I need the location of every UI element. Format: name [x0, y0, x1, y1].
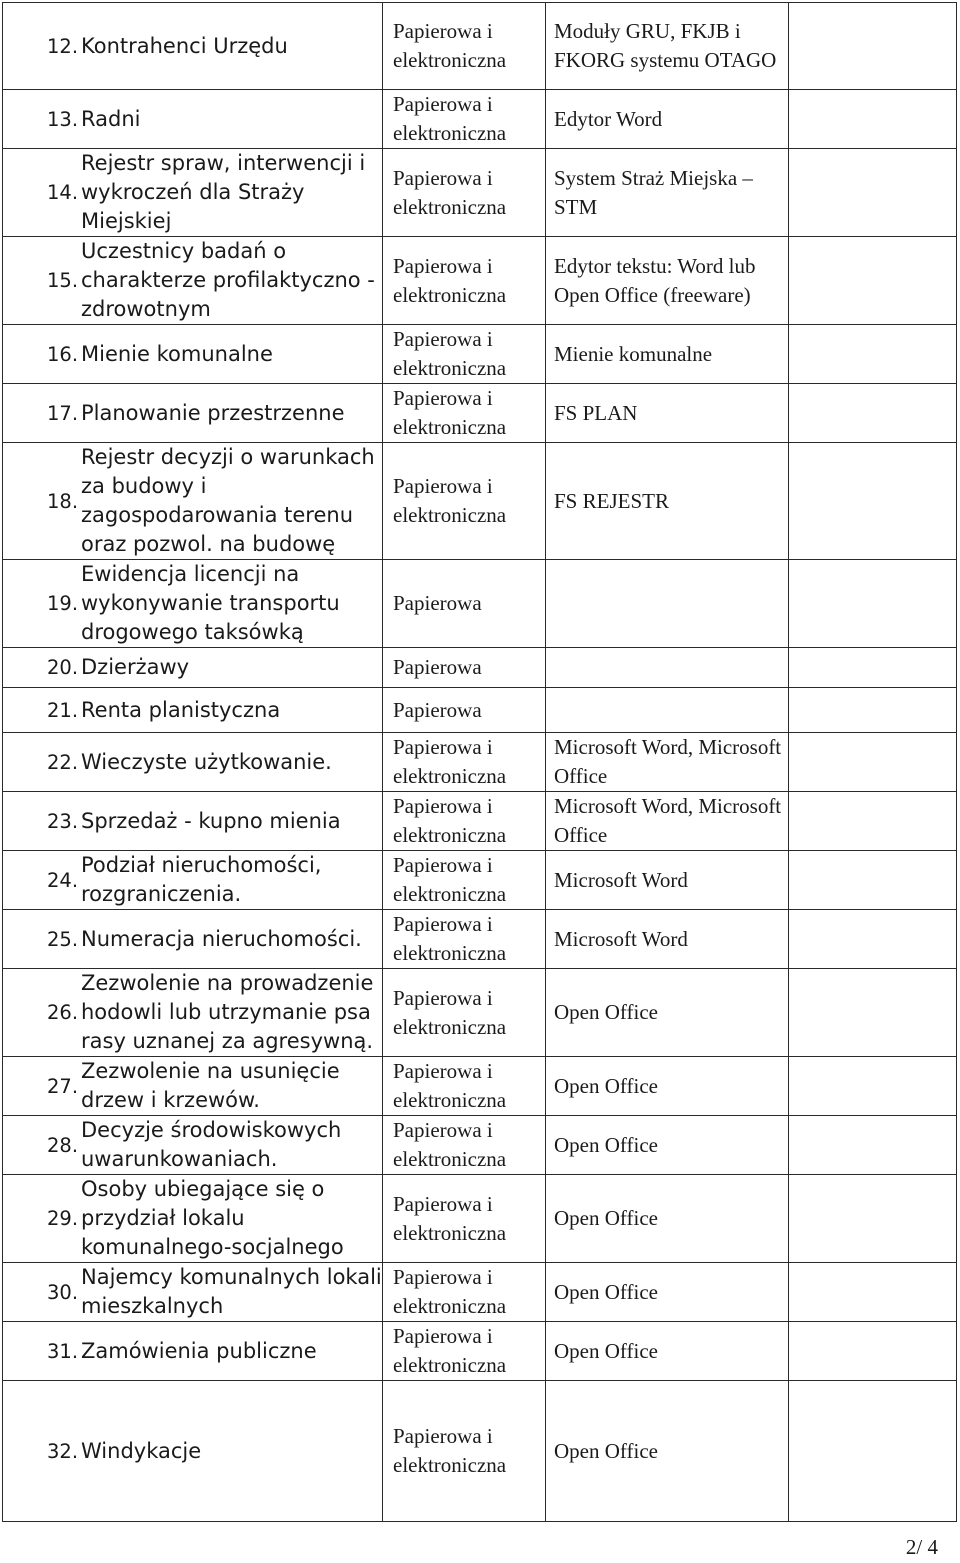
row-name: Kontrahenci Urzędu: [81, 33, 288, 58]
row-number: 13.: [47, 107, 79, 131]
table-row: [3, 1322, 957, 1381]
row-system: Microsoft Word: [554, 867, 688, 892]
row-system: Microsoft Word, Microsoft Office: [554, 735, 782, 788]
table-row: [3, 90, 957, 149]
table-row: [3, 851, 957, 910]
row-system: FS REJESTR: [554, 488, 669, 513]
row-form: Papierowa: [393, 655, 482, 679]
row-number: 15.: [47, 269, 79, 292]
row-name: Uczestnicy badań o charakterze profilaktyczno - zdrowotnym: [81, 239, 375, 321]
table-row: [3, 443, 957, 560]
table-row: [3, 910, 957, 969]
row-system: FS PLAN: [554, 400, 638, 425]
row-form: Papierowa i elektroniczna: [393, 327, 507, 380]
row-number: 31.: [47, 1339, 79, 1363]
row-name: Zezwolenie na prowadzenie hodowli lub utrzymanie psa rasy uznanej za agresywną.: [81, 971, 374, 1053]
table-row: [3, 1381, 957, 1522]
row-form: Papierowa i elektroniczna: [393, 19, 507, 72]
row-system: Mienie komunalne: [554, 341, 713, 366]
row-number: 22.: [47, 750, 79, 774]
row-name: Renta planistyczna: [81, 697, 281, 722]
table-row: [3, 792, 957, 851]
table-row: [3, 3, 957, 90]
row-system: Microsoft Word: [554, 926, 688, 951]
table-row: [3, 149, 957, 237]
row-form: Papierowa i elektroniczna: [393, 92, 507, 145]
row-form: Papierowa i elektroniczna: [393, 165, 507, 219]
row-number: 30.: [47, 1280, 79, 1304]
row-system: Open Office: [554, 1338, 658, 1363]
row-system: Open Office: [554, 1206, 658, 1230]
table-row: [3, 325, 957, 384]
row-system: Edytor Word: [554, 106, 663, 131]
row-form: Papierowa i elektroniczna: [393, 853, 507, 906]
row-system: System Straż Miejska – STM: [554, 165, 753, 219]
row-name: Zamówienia publiczne: [81, 1338, 317, 1363]
row-name: Rejestr decyzji o warunkach za budowy i zagospodarowania terenu oraz pozwol. na budowę: [81, 445, 375, 556]
row-name: Najemcy komunalnych lokali mieszkalnych: [81, 1265, 382, 1318]
row-number: 14.: [47, 181, 79, 204]
row-name: Mienie komunalne: [81, 341, 273, 366]
row-form: Papierowa: [393, 591, 482, 615]
row-name: Zezwolenie na usunięcie drzew i krzewów.: [81, 1059, 340, 1112]
row-number: 28.: [47, 1133, 79, 1157]
row-number: 25.: [47, 927, 79, 951]
row-name: Decyzje środowiskowych uwarunkowaniach.: [81, 1118, 342, 1171]
row-name: Radni: [81, 106, 141, 131]
table-row: [3, 969, 957, 1057]
row-number: 17.: [47, 401, 79, 425]
row-name: Ewidencja licencji na wykonywanie transportu drogowego taksówką: [81, 562, 340, 644]
row-number: 26.: [47, 1001, 79, 1024]
table-row: [3, 688, 957, 733]
row-system: Edytor tekstu: Word lub Open Office (freeware): [554, 253, 756, 307]
row-name: Sprzedaż - kupno mienia: [81, 808, 341, 833]
row-form: Papierowa i elektroniczna: [393, 253, 507, 307]
row-number: 18.: [47, 489, 79, 513]
row-number: 16.: [47, 342, 79, 366]
row-form: Papierowa: [393, 697, 482, 722]
row-name: Numeracja nieruchomości.: [81, 926, 362, 951]
row-form: Papierowa i elektroniczna: [393, 1191, 507, 1245]
row-form: Papierowa i elektroniczna: [393, 386, 507, 439]
row-form: Papierowa i elektroniczna: [393, 794, 507, 847]
table-row: [3, 1263, 957, 1322]
row-form: Papierowa i elektroniczna: [393, 474, 507, 527]
table-row: [3, 384, 957, 443]
row-form: Papierowa i elektroniczna: [393, 1265, 507, 1318]
table-row: [3, 1057, 957, 1116]
row-system: Open Office: [554, 1073, 658, 1098]
table-row: [3, 560, 957, 648]
row-number: 21.: [47, 698, 79, 722]
row-system: Moduły GRU, FKJB i FKORG systemu OTAGO: [554, 19, 777, 72]
row-number: 32.: [47, 1439, 79, 1463]
row-name: Planowanie przestrzenne: [81, 400, 345, 425]
row-form: Papierowa i elektroniczna: [393, 1059, 507, 1112]
row-form: Papierowa i elektroniczna: [393, 735, 507, 788]
table-row: [3, 1116, 957, 1175]
row-form: Papierowa i elektroniczna: [393, 912, 507, 965]
row-number: 23.: [47, 809, 79, 833]
row-system: Open Office: [554, 1132, 658, 1157]
row-system: Open Office: [554, 1000, 658, 1024]
row-name: Rejestr spraw, interwencji i wykroczeń dla Straży Miejskiej: [81, 151, 366, 233]
row-name: Osoby ubiegające się o przydział lokalu komunalnego-socjalnego: [81, 1177, 344, 1259]
page-number: 2/ 4: [905, 1535, 938, 1559]
table-row: [3, 237, 957, 325]
row-form: Papierowa i elektroniczna: [393, 985, 507, 1039]
table-row: [3, 733, 957, 792]
row-number: 12.: [47, 34, 79, 58]
row-name: Wieczyste użytkowanie.: [81, 749, 332, 774]
row-name: Podział nieruchomości, rozgraniczenia.: [81, 853, 322, 906]
row-number: 24.: [47, 868, 79, 892]
row-number: 19.: [47, 592, 79, 615]
row-form: Papierowa i elektroniczna: [393, 1424, 507, 1477]
row-system: Open Office: [554, 1438, 658, 1463]
row-form: Papierowa i elektroniczna: [393, 1324, 507, 1377]
table-row: [3, 648, 957, 688]
row-form: Papierowa i elektroniczna: [393, 1118, 507, 1171]
row-number: 20.: [47, 656, 79, 679]
register-table: [2, 2, 957, 1522]
row-name: Dzierżawy: [81, 655, 190, 679]
row-number: 27.: [47, 1074, 79, 1098]
row-name: Windykacje: [81, 1438, 202, 1463]
row-number: 29.: [47, 1207, 79, 1230]
table-row: [3, 1175, 957, 1263]
row-system: Open Office: [554, 1279, 658, 1304]
row-system: Microsoft Word, Microsoft Office: [554, 794, 782, 847]
